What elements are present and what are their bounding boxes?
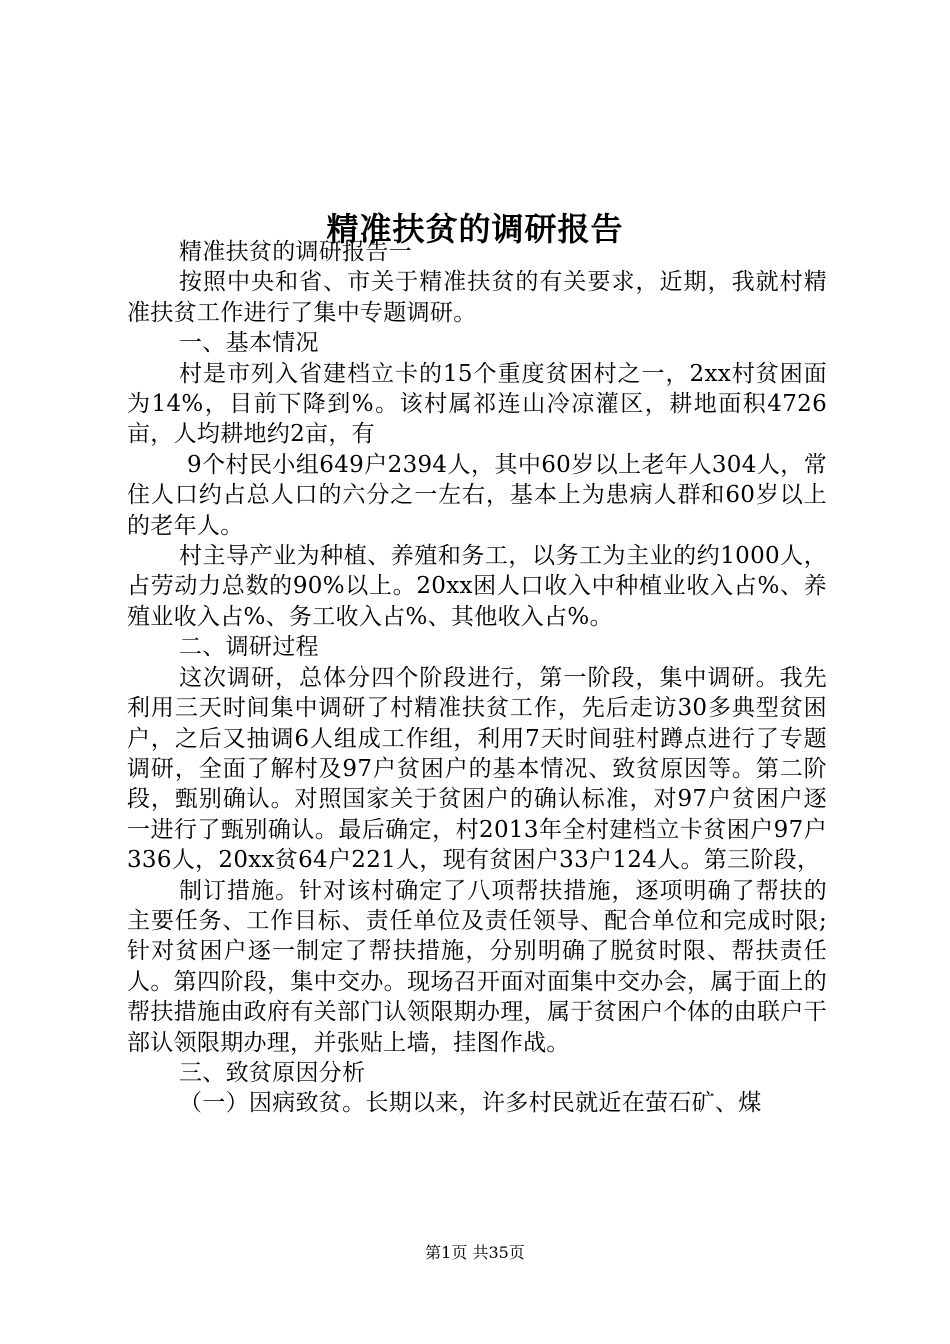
paragraph-intro: 按照中央和省、市关于精准扶贫的有关要求，近期，我就村精准扶贫工作进行了集中专题调研。 (127, 269, 827, 326)
paragraph-village-overview: 村是市列入省建档立卡的15个重度贫困村之一，2xx村贫困面为14%，目前下降到%。该村属祁连山冷凉灌区，耕地面积4726亩，人均耕地约2亩，有 (127, 360, 827, 448)
section-heading-research-process: 二、调研过程 (179, 634, 319, 661)
paragraph-industry: 村主导产业为种植、养殖和务工，以务工为主业的约1000人，占劳动力总数的90%以上。20xx困人口收入中种植业收入占%、养殖业收入占%、务工收入占%、其他收入占%。 (127, 543, 827, 630)
section-heading-basic-situation: 一、基本情况 (179, 330, 319, 357)
document-title: 精准扶贫的调研报告 (326, 210, 624, 249)
paragraph-illness-poverty: （一）因病致贫。长期以来，许多村民就近在萤石矿、煤 (179, 1090, 762, 1117)
paragraph-measures: 制订措施。针对该村确定了八项帮扶措施，逐项明确了帮扶的主要任务、工作目标、责任单位及责任领导、配合单位和完成时限;针对贫困户逐一制定了帮扶措施，分别明确了脱贫时限、帮扶责任人。第四阶段，集中交办。现场召开面对面集中交办会，属于面上的帮扶措施由政府有关部门认领限期办理，属于贫困户个体的由联户干部认领限期办理，并张贴上墙，挂图作战。 (127, 877, 827, 1056)
document-body (127, 237, 827, 1119)
paragraph-research-stages: 这次调研，总体分四个阶段进行，第一阶段，集中调研。我先利用三天时间集中调研了村精准扶贫工作，先后走访30多典型贫困户，之后又抽调6人组成工作组，利用7天时间驻村蹲点进行了专题调研，全面了解村及97户贫困户的基本情况、致贫原因等。第二阶段，甄别确认。对照国家关于贫困户的确认标准，对97户贫困户逐一进行了甄别确认。最后确定，村2013年全村建档立卡贫困户97户336人，20xx贫64户221人，现有贫困户33户124人。第三阶段， (127, 664, 827, 874)
paragraph-population: 9个村民小组649户2394人，其中60岁以上老年人304人，常住人口约占总人口的六分之一左右，基本上为患病人群和60岁以上的老年人。 (127, 451, 827, 539)
paragraph-subtitle: 精准扶贫的调研报告一 (179, 239, 412, 265)
page-number-footer: 第1页 共35页 (425, 1243, 525, 1262)
section-heading-poverty-causes: 三、致贫原因分析 (179, 1059, 366, 1086)
